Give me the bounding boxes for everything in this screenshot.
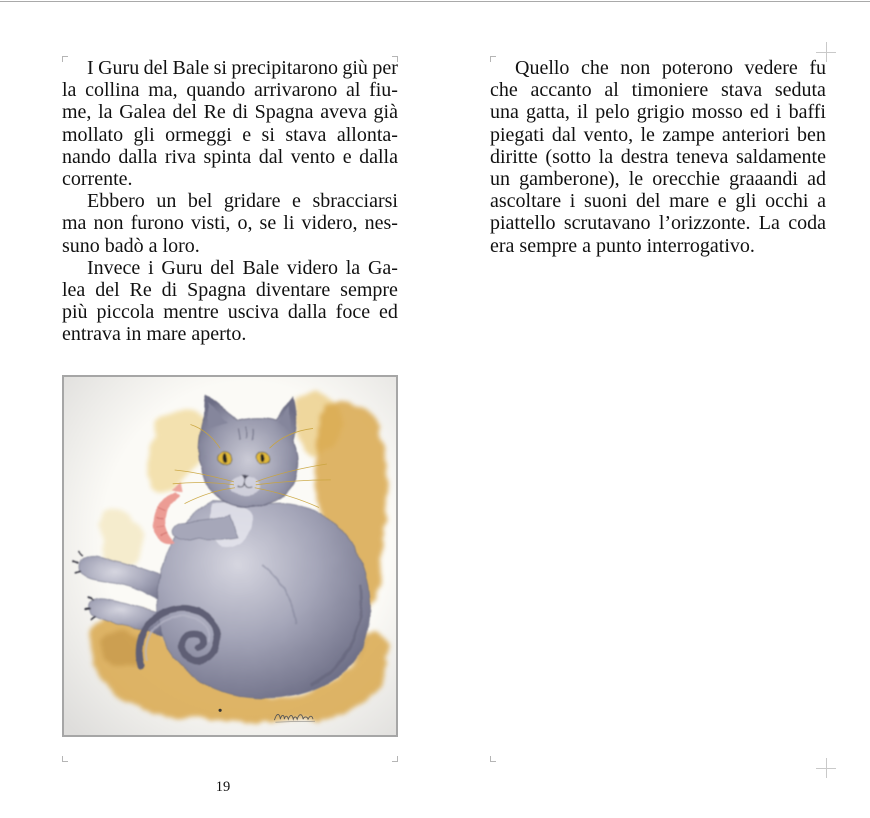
word: i [569, 190, 576, 213]
word: dalla [287, 301, 327, 324]
word: l’orizzonte. [658, 212, 751, 235]
crop-mark-bottom-right [392, 756, 398, 762]
word: gatta, [526, 101, 570, 124]
cat-illustration[interactable] [62, 375, 398, 737]
word: piattello [490, 212, 556, 235]
word: mare [669, 190, 710, 213]
word: foce [335, 301, 371, 324]
word: e [292, 190, 301, 213]
word: al [345, 79, 361, 102]
page-number: 19 [215, 779, 231, 795]
left-page-text-area[interactable] [62, 57, 398, 345]
word: Ebbero [87, 190, 145, 213]
crop-mark-top-left [490, 56, 496, 62]
word: ed [749, 101, 769, 124]
word: grigio [636, 101, 685, 124]
word: già [373, 101, 398, 124]
word: i [148, 256, 154, 279]
paragraph [62, 257, 398, 346]
word: ma [62, 212, 87, 235]
text-line [490, 79, 826, 101]
word: mentre [163, 301, 219, 324]
word: videro, [301, 212, 358, 235]
word: ad [807, 167, 826, 190]
text-line [490, 146, 826, 168]
word: un [156, 190, 177, 213]
text-line [490, 168, 826, 190]
word: suoni [583, 190, 628, 213]
paragraph [490, 57, 826, 257]
word: diritte [490, 145, 538, 168]
text-line [62, 124, 398, 146]
word: I [87, 57, 94, 79]
word: vento [290, 145, 336, 168]
word: del [143, 57, 169, 79]
text-line [62, 257, 398, 279]
text-line [62, 190, 398, 212]
text-line [62, 279, 398, 301]
word: Re [129, 278, 152, 301]
word: un [490, 167, 510, 190]
word: stava [720, 79, 763, 102]
word: la [345, 256, 361, 279]
word: baffi [788, 101, 826, 124]
word: la [598, 145, 614, 168]
word: quando [186, 79, 246, 102]
text-line [490, 212, 826, 234]
word: del [636, 190, 661, 213]
word: a [817, 190, 826, 213]
text-line [490, 124, 826, 146]
word: mosso [691, 101, 743, 124]
watercolor-cat-icon [64, 377, 396, 735]
word: se [259, 212, 277, 235]
word: Re [203, 101, 226, 124]
word: gli [735, 190, 757, 213]
text-line [62, 57, 398, 79]
word: ascoltare [490, 190, 562, 213]
paragraph [62, 57, 398, 190]
word: fu [809, 57, 826, 79]
word: non [93, 212, 124, 235]
word: ma, [148, 79, 178, 102]
word: le [628, 167, 644, 190]
word: timoniere [631, 79, 709, 102]
word: stava [285, 123, 327, 146]
crop-mark-top-right [392, 56, 398, 62]
word: Spagna [254, 101, 314, 124]
word: me, [62, 101, 92, 124]
word: li [283, 212, 295, 235]
word: coda [788, 212, 826, 235]
word: Invece [87, 256, 141, 279]
word: dalla [359, 145, 398, 168]
crop-cross-vertical [826, 758, 827, 778]
word: aveva [320, 101, 367, 124]
word: le [640, 123, 655, 146]
text-line [62, 79, 398, 101]
word: si [261, 123, 275, 146]
word: di [161, 278, 178, 301]
text-line [490, 101, 826, 123]
word: la [62, 79, 77, 102]
word: gridare [223, 190, 281, 213]
word: di [232, 101, 249, 124]
word: e [717, 190, 727, 213]
word: dalla [118, 145, 158, 168]
word: al [604, 79, 619, 102]
word: ed [379, 301, 398, 324]
word: vento, [583, 123, 634, 146]
word: visti, [190, 212, 231, 235]
word: si [213, 57, 227, 79]
text-line [490, 57, 826, 79]
word: riva [164, 145, 196, 168]
crop-cross-vertical [826, 42, 827, 62]
word: teneva [676, 145, 729, 168]
word: e [342, 145, 352, 168]
word: piccola [96, 301, 155, 324]
text-line [62, 212, 398, 234]
word: vedere [744, 57, 798, 79]
word: nes- [364, 212, 398, 235]
window-top-border [0, 1, 870, 2]
word: Guru [161, 256, 203, 279]
word: o, [237, 212, 253, 235]
word: seduta [774, 79, 826, 102]
word: spinta [203, 145, 252, 168]
text-line [490, 190, 826, 212]
word: destra [620, 145, 669, 168]
word: Bale [172, 57, 210, 79]
word: dal [551, 123, 577, 146]
text-line [62, 146, 398, 168]
word: Quello [515, 57, 570, 79]
word: collina [85, 79, 140, 102]
word: e [242, 123, 252, 146]
word: Ga- [367, 256, 398, 279]
text-line: era sempre a punto interrogativo. [490, 234, 755, 257]
word: ben [797, 123, 826, 146]
text-line: entrava in mare aperto. [62, 323, 247, 346]
word: usciva [227, 301, 279, 324]
word: del [210, 256, 235, 279]
word: che [490, 79, 518, 102]
word: graaandi [729, 167, 798, 190]
word: saldamente [736, 145, 826, 168]
word: del [95, 278, 120, 301]
word: il [576, 101, 589, 124]
crop-mark-top-left [62, 56, 68, 62]
word: che [580, 57, 609, 79]
text-line: suno badò a loro. [62, 234, 200, 257]
word: gamberone), [519, 167, 620, 190]
word: nando [62, 145, 111, 168]
word: arrivarono [253, 79, 338, 102]
word: orecchie [652, 167, 721, 190]
word: piegati [490, 123, 545, 146]
word: sempre [340, 278, 398, 301]
word: ormeggi [165, 123, 232, 146]
text-line [62, 301, 398, 323]
word: anteriori [721, 123, 790, 146]
word: (sotto [545, 145, 591, 168]
word: giù [342, 57, 368, 79]
word: i [775, 101, 782, 124]
word: allonta- [336, 123, 398, 146]
word: bel [187, 190, 213, 213]
paragraph [62, 190, 398, 257]
word: lea [62, 278, 86, 301]
word: più [62, 301, 88, 324]
text-line: corrente. [62, 167, 133, 190]
word: accanto [530, 79, 592, 102]
crop-mark-bottom-left [62, 756, 68, 762]
word: gli [133, 123, 155, 146]
word: occhi [765, 190, 809, 213]
word: poterono [661, 57, 733, 79]
word: Bale [242, 256, 280, 279]
word: Galea [119, 101, 166, 124]
word: diventare [255, 278, 331, 301]
word: Guru [98, 57, 140, 79]
crop-mark-bottom-left [490, 756, 496, 762]
word: Spagna [187, 278, 246, 301]
word: pelo [595, 101, 630, 124]
right-page-text-area[interactable] [490, 57, 826, 257]
word: videro [286, 256, 338, 279]
word: mollato [62, 123, 124, 146]
word: fiu- [369, 79, 398, 102]
word: furono [130, 212, 184, 235]
word: non [620, 57, 651, 79]
word: sbracciarsi [312, 190, 398, 213]
word: scrutavano [563, 212, 651, 235]
word: la [98, 101, 113, 124]
text-line [62, 101, 398, 123]
word: una [490, 101, 519, 124]
word: per [372, 57, 398, 79]
word: La [758, 212, 780, 235]
word: precipitarono [231, 57, 338, 79]
word: zampe [662, 123, 715, 146]
word: del [172, 101, 197, 124]
word: dal [258, 145, 284, 168]
